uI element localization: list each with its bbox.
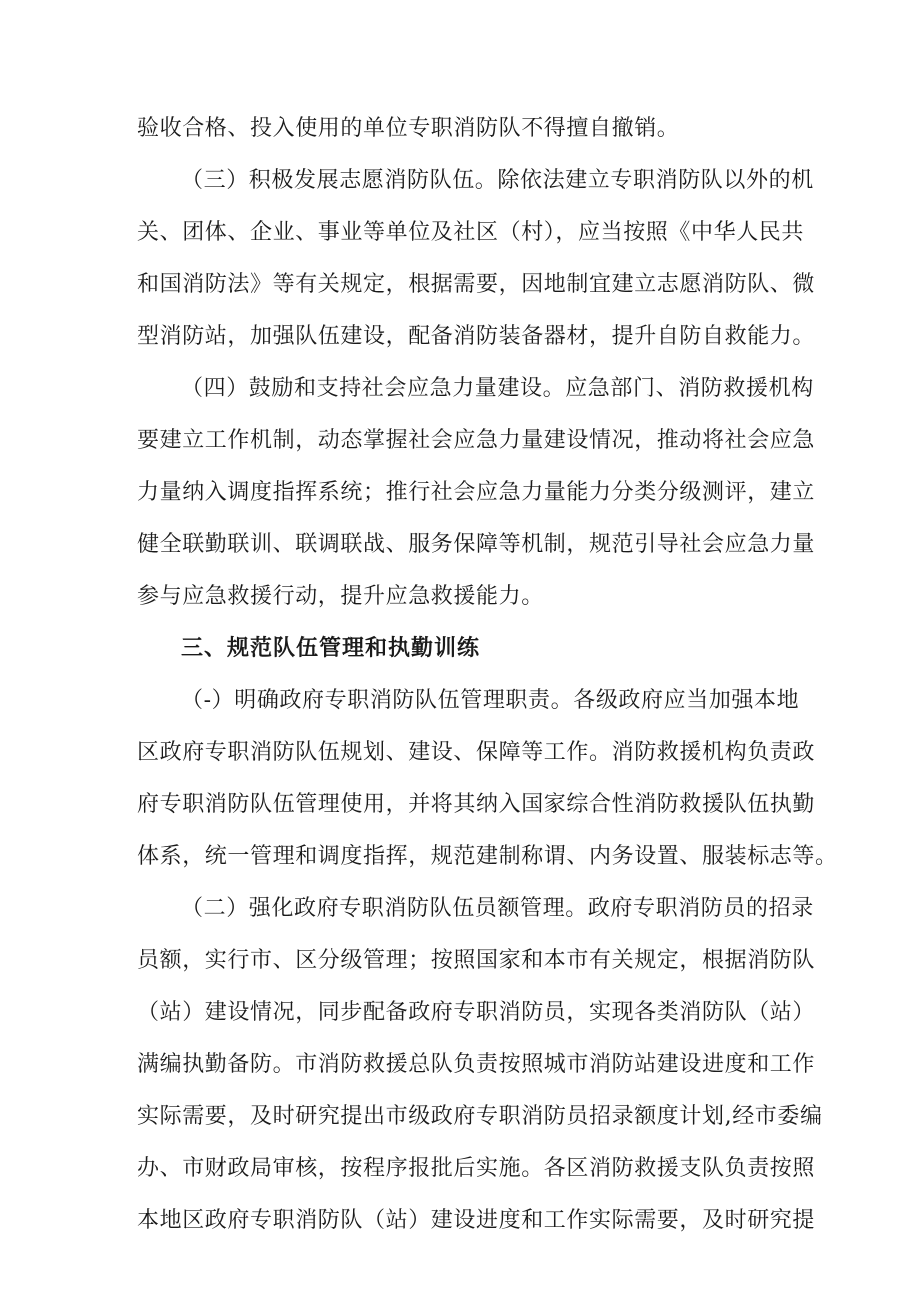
paragraph-start-line: （四）鼓励和支持社会应急力量建设。应急部门、消防救援机构 — [181, 376, 814, 401]
text-line: 本地区政府专职消防队（站）建设进度和工作实际需要，及时研究提 — [137, 1208, 816, 1233]
text-line: 区政府专职消防队伍规划、建设、保障等工作。消防救援机构负责政 — [137, 740, 816, 765]
section-heading: 三、规范队伍管理和执勤训练 — [181, 636, 481, 661]
text-line: 力量纳入调度指挥系统；推行社会应急力量能力分类分级测评，建立 — [137, 480, 816, 505]
paragraph-start-line: （二）强化政府专职消防队伍员额管理。政府专职消防员的招录 — [181, 896, 814, 921]
text-line: （站）建设情况，同步配备政府专职消防员，实现各类消防队（站） — [137, 1000, 816, 1025]
paragraph-start-line: （三）积极发展志愿消防队伍。除依法建立专职消防队以外的机 — [181, 168, 814, 193]
text-line: 办、市财政局审核，按程序报批后实施。各区消防救援支队负责按照 — [137, 1156, 816, 1181]
text-line: 实际需要，及时研究提出市级政府专职消防员招录额度计划,经市委编 — [137, 1104, 823, 1129]
text-line: 验收合格、投入使用的单位专职消防队不得擅自撤销。 — [137, 116, 680, 141]
text-line: 关、团体、企业、事业等单位及社区（村），应当按照《中华人民共 — [137, 220, 805, 245]
text-line: 府专职消防队伍管理使用，并将其纳入国家综合性消防救援队伍执勤 — [137, 792, 816, 817]
text-line: 要建立工作机制，动态掌握社会应急力量建设情况，推动将社会应急 — [137, 428, 816, 453]
text-line: 和国消防法》等有关规定，根据需要，因地制宜建立志愿消防队、微 — [137, 272, 816, 297]
text-line: 体系，统一管理和调度指挥，规范建制称谓、内务设置、服装标志等。 — [137, 844, 838, 869]
text-line: 参与应急救援行动，提升应急救援能力。 — [137, 584, 544, 609]
text-line: 型消防站，加强队伍建设，配备消防装备器材，提升自防自救能力。 — [137, 324, 816, 349]
text-line: 员额，实行市、区分级管理；按照国家和本市有关规定，根据消防队 — [137, 948, 816, 973]
text-line: 健全联勤联训、联调联战、服务保障等机制，规范引导社会应急力量 — [137, 532, 816, 557]
paragraph-start-line: （-）明确政府专职消防队伍管理职责。各级政府应当加强本地 — [181, 688, 800, 713]
text-line: 满编执勤备防。市消防救援总队负责按照城市消防站建设进度和工作 — [137, 1052, 816, 1077]
